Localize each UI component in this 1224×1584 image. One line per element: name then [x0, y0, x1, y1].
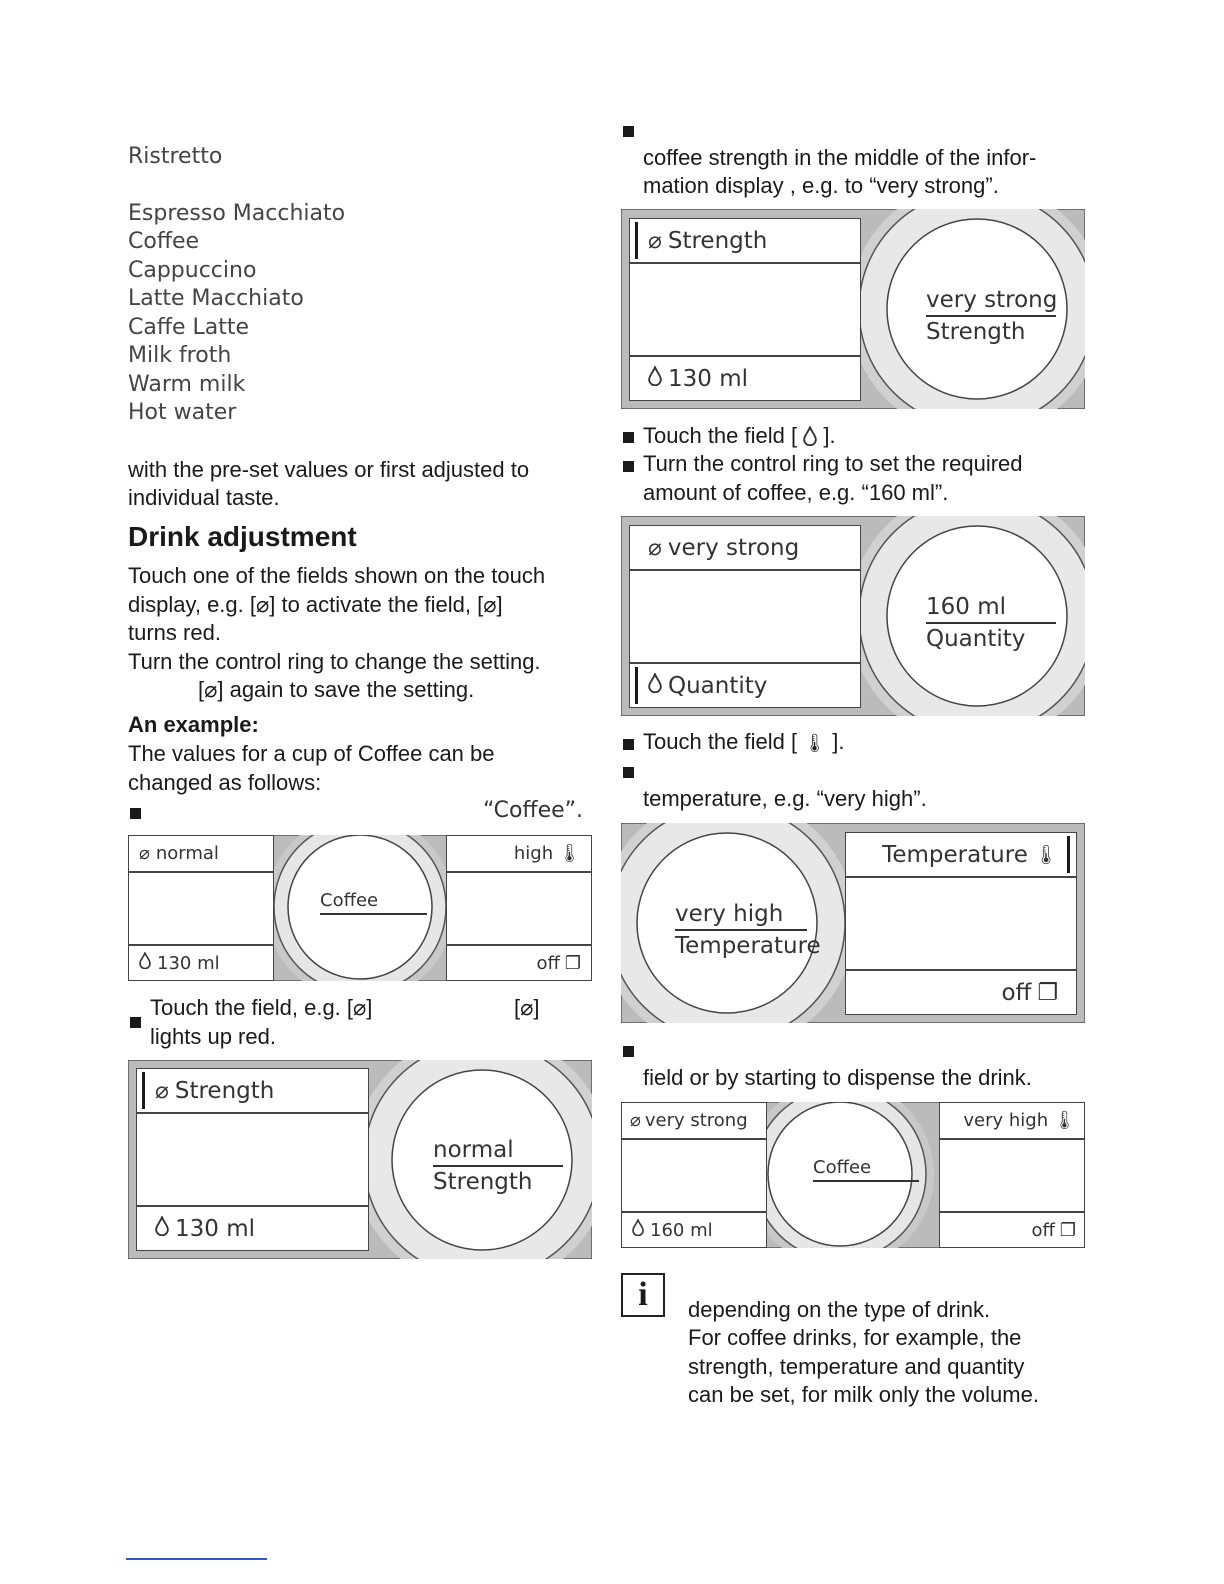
section-para-line: Touch one of the fields shown on the touch — [128, 563, 546, 588]
section-para-line: turns red. — [128, 620, 221, 645]
volume-field[interactable]: 130 ml — [136, 1206, 369, 1251]
temperature-field[interactable]: very high 🌡 — [939, 1102, 1085, 1139]
drop-icon — [632, 1219, 644, 1241]
strength-field[interactable]: ⌀ Strength — [136, 1068, 369, 1113]
strength-icon: ⌀ — [648, 227, 662, 254]
drop-icon — [648, 673, 662, 699]
active-marker — [142, 1072, 145, 1109]
drop-icon — [139, 952, 151, 974]
intro-line: individual taste. — [128, 485, 280, 510]
drink-item: Ristretto — [128, 144, 223, 169]
cup-icon: ❐ — [1037, 979, 1058, 1006]
step-text: coffee strength in the middle of the infor- — [643, 145, 1037, 170]
strength-field[interactable]: ⌀ very strong — [629, 525, 861, 570]
center-underline — [813, 1180, 919, 1182]
step-quote: “Coffee”. — [483, 798, 584, 823]
volume-field[interactable]: 130 ml — [629, 356, 861, 401]
ring-underline — [926, 315, 1056, 317]
volume-field[interactable]: Quantity — [629, 663, 861, 708]
info-line: can be set, for milk only the volume. — [688, 1382, 1039, 1407]
empty-field — [128, 872, 274, 945]
ring-value: 160 ml — [926, 594, 1007, 620]
bullet-icon — [623, 432, 634, 443]
bullet-icon — [623, 461, 634, 472]
strength-icon: ⌀ — [648, 534, 662, 561]
step-text: Touch the field, e.g. [⌀] — [150, 995, 373, 1020]
ring-label: Strength — [433, 1169, 533, 1195]
temperature-field[interactable]: Temperature 🌡 — [845, 832, 1077, 877]
thermometer-icon: 🌡 — [558, 843, 581, 864]
step-text: Touch the field [ 🌡 ]. — [643, 729, 845, 754]
drop-icon — [648, 366, 662, 392]
info-line: depending on the type of drink. — [688, 1297, 991, 1322]
ring-value: normal — [433, 1137, 514, 1163]
drink-item: Latte Macchiato — [128, 286, 304, 311]
section-para-line: Turn the control ring to change the setting. — [128, 649, 541, 674]
center-label: Coffee — [320, 890, 379, 911]
empty-field — [845, 877, 1077, 970]
footer-rule — [126, 1558, 267, 1560]
empty-field — [629, 263, 861, 356]
step-text: temperature, e.g. “very high”. — [643, 786, 927, 811]
empty-field — [621, 1139, 767, 1212]
drink-item: Cappuccino — [128, 258, 257, 283]
display-panel-temperature — [621, 823, 1085, 1023]
center-label: Coffee — [813, 1157, 872, 1178]
drink-item: Milk froth — [128, 343, 232, 368]
example-title: An example: — [128, 712, 259, 737]
center-underline — [320, 913, 427, 915]
strength-field[interactable]: ⌀ Strength — [629, 218, 861, 263]
cup-icon: ❐ — [1059, 1219, 1076, 1241]
step-text: amount of coffee, e.g. “160 ml”. — [643, 480, 949, 505]
ring-label: Quantity — [926, 626, 1026, 652]
cup-icon: ❐ — [564, 952, 581, 974]
strength-field[interactable]: ⌀ very strong — [621, 1102, 767, 1139]
step-text: mation display , e.g. to “very strong”. — [643, 173, 999, 198]
section-para-line: display, e.g. [⌀] to activate the field, [⌀] — [128, 592, 503, 617]
step-text: lights up red. — [150, 1024, 276, 1049]
ring-underline — [675, 929, 807, 931]
ring-label: Strength — [926, 319, 1026, 345]
ring-underline — [433, 1165, 563, 1167]
step-text: Touch the field [ ]. — [643, 423, 836, 448]
extra-field[interactable]: off ❐ — [446, 945, 592, 981]
strength-icon: ⌀ — [139, 843, 150, 864]
temperature-field[interactable]: high 🌡 — [446, 835, 592, 872]
volume-field[interactable]: 160 ml — [621, 1212, 767, 1248]
bullet-icon — [130, 808, 141, 819]
bullet-icon — [623, 767, 634, 778]
drink-item: Caffe Latte — [128, 315, 250, 340]
drop-icon — [155, 1216, 169, 1242]
intro-line: with the pre-set values or first adjusted to — [128, 457, 530, 482]
ring-label: Temperature — [675, 933, 821, 959]
ring-value: very strong — [926, 287, 1058, 313]
volume-field[interactable]: 130 ml — [128, 945, 274, 981]
step-text: Turn the control ring to set the required — [643, 451, 1023, 476]
example-para-line: changed as follows: — [128, 770, 322, 795]
display-panel-strength — [128, 1060, 592, 1259]
drink-item: Coffee — [128, 229, 200, 254]
empty-field — [629, 570, 861, 663]
strength-field[interactable]: ⌀ normal — [128, 835, 274, 872]
display-panel-strength-set — [621, 209, 1085, 409]
section-title: Drink adjustment — [128, 521, 357, 552]
bullet-icon — [623, 1046, 634, 1057]
drink-item: Hot water — [128, 400, 237, 425]
drink-item: Warm milk — [128, 372, 246, 397]
display-panel-final — [621, 1102, 1085, 1248]
ring-underline — [926, 622, 1056, 624]
info-line: For coffee drinks, for example, the — [688, 1325, 1022, 1350]
active-marker — [1067, 836, 1070, 873]
bullet-icon — [623, 126, 634, 137]
display-panel-quantity — [621, 516, 1085, 716]
extra-field[interactable]: off ❐ — [845, 970, 1077, 1015]
bullet-icon — [623, 739, 634, 750]
drink-item: Espresso Macchiato — [128, 201, 346, 226]
bullet-icon — [130, 1017, 141, 1028]
thermometer-icon: 🌡 — [803, 733, 827, 753]
thermometer-icon: 🌡 — [1033, 844, 1058, 866]
info-line: strength, temperature and quantity — [688, 1354, 1025, 1379]
empty-field — [939, 1139, 1085, 1212]
example-para-line: The values for a cup of Coffee can be — [128, 741, 495, 766]
strength-icon: ⌀ — [155, 1077, 169, 1104]
info-icon: i — [621, 1273, 665, 1317]
step-text: [⌀] — [514, 995, 540, 1020]
empty-field — [446, 872, 592, 945]
ring-value: very high — [675, 901, 784, 927]
active-marker — [635, 222, 638, 259]
step-text: field or by starting to dispense the drink. — [643, 1065, 1032, 1090]
display-panel-main — [128, 835, 592, 981]
drop-icon — [803, 426, 817, 446]
empty-field — [136, 1113, 369, 1206]
extra-field[interactable]: off ❐ — [939, 1212, 1085, 1248]
active-marker — [635, 667, 638, 704]
strength-icon: ⌀ — [630, 1110, 641, 1131]
thermometer-icon: 🌡 — [1053, 1110, 1076, 1131]
section-para-line: [⌀] again to save the setting. — [198, 677, 475, 702]
